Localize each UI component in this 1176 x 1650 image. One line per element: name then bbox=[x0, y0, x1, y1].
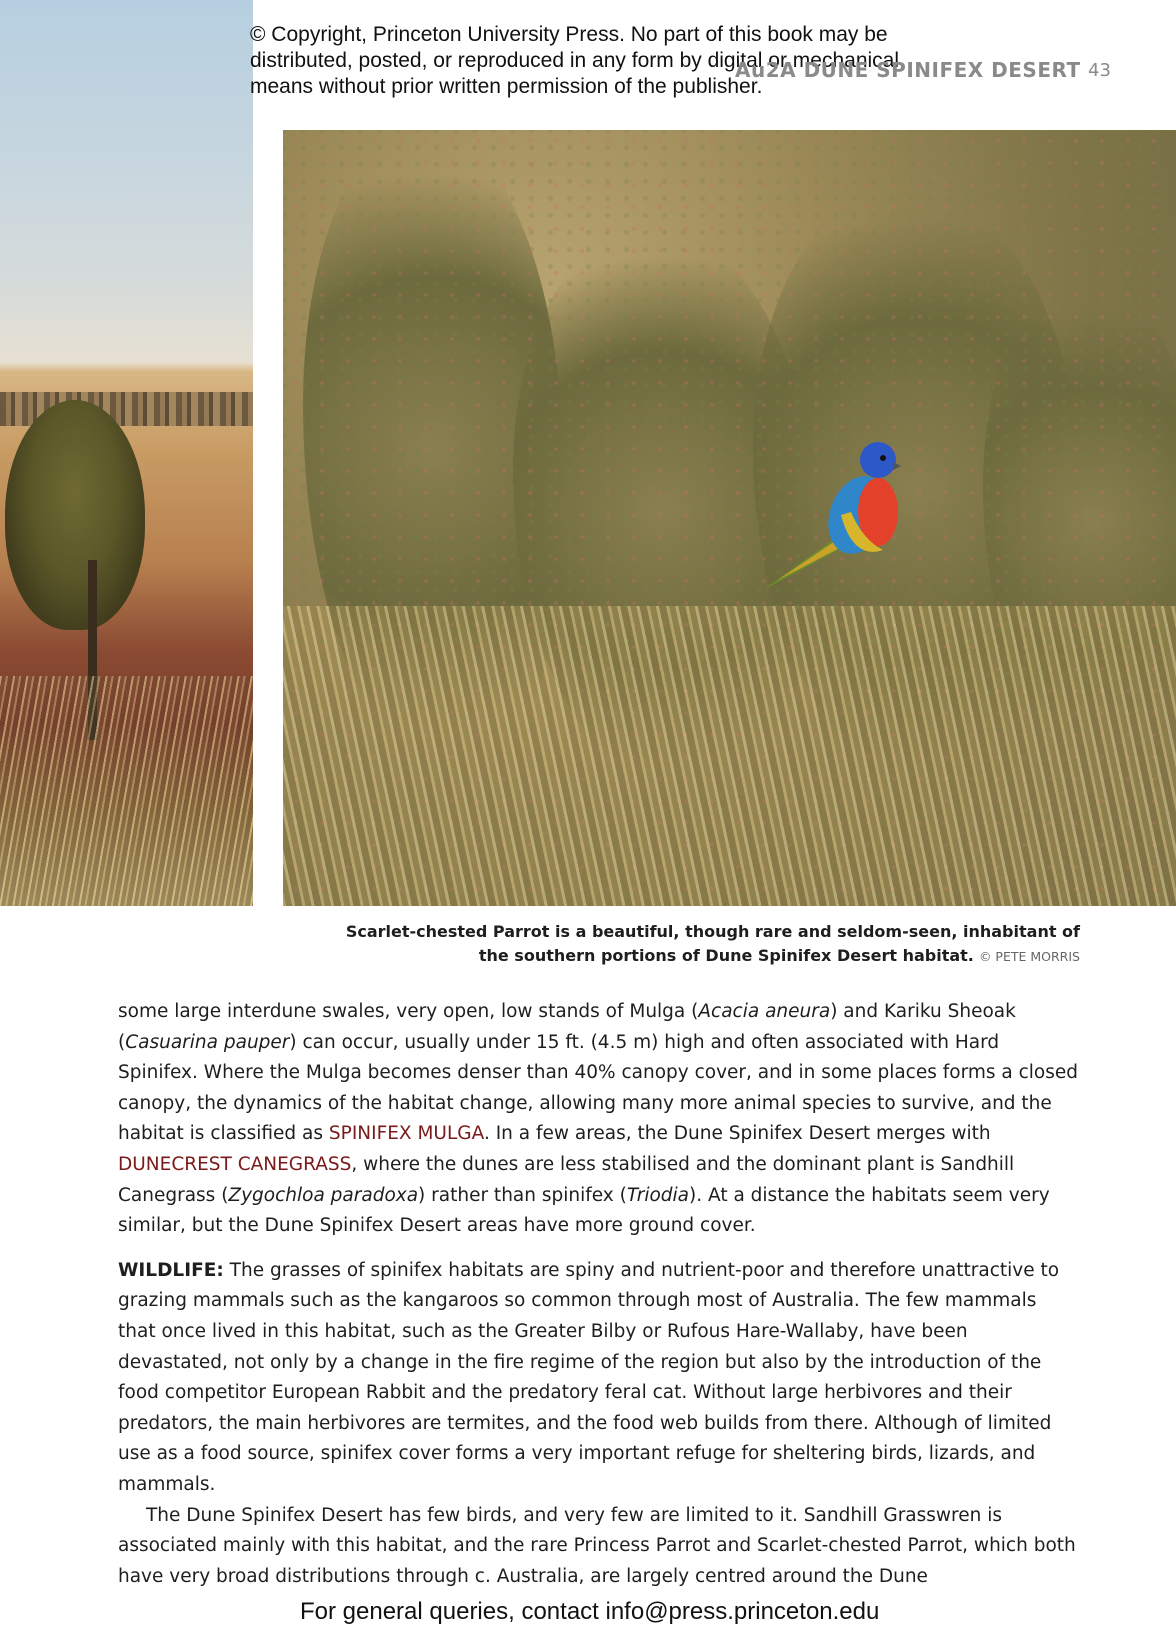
desert-landscape-photo bbox=[0, 0, 253, 906]
text-run: ) can occur, usually under 15 ft. (4.5 m) high and often associated with Hard Spinifex. Where the Mulga becomes denser than 40% canopy cover, and in some places forms a closed canopy, the dynamics of the habitat change, allowing many more animal species to survive, and the habitat is classified as bbox=[118, 1031, 1079, 1145]
scarlet-chested-parrot-photo bbox=[283, 130, 1176, 906]
text-run: some large interdune swales, very open, low stands of Mulga ( bbox=[118, 1001, 699, 1022]
text-run: The grasses of spinifex habitats are spiny and nutrient-poor and therefore unattractive to grazing mammals such as the kangaroos so common through most of Australia. The few mammals that once lived in this habitat, such as the Greater Bilby or Rufous Hare-Wallaby, have been devastated, not only by a change in the fire regime of the region but also by the introduction of the food competitor European Rabbit and the predatory feral cat. Without large herbivores and their predators, the main herbivores are termites, and the food web builds from there. Although of limited use as a food source, spinifex cover forms a very important refuge for sheltering birds, lizards, and mammals. bbox=[118, 1259, 1060, 1495]
paragraph-habitat bbox=[118, 997, 1078, 1242]
parrot-icon bbox=[733, 420, 933, 620]
page-number: 43 bbox=[1088, 60, 1111, 81]
photo-caption bbox=[330, 920, 1080, 969]
photo-foreground-grass bbox=[283, 606, 1176, 906]
section-lead-wildlife: WILDLIFE: bbox=[118, 1259, 224, 1281]
footer-contact: For general queries, contact info@press.princeton.edu bbox=[300, 1598, 880, 1625]
paragraph-birds bbox=[118, 1501, 1078, 1593]
photo-credit: © PETE MORRIS bbox=[978, 949, 1080, 964]
body-text bbox=[118, 997, 1078, 1592]
crossref-spinifex-mulga[interactable]: SPINIFEX MULGA bbox=[328, 1123, 484, 1145]
text-run: ). At a distance the habitats seem very similar, but the Dune Spinifex Desert areas have more ground cover. bbox=[118, 1184, 1050, 1237]
species-name: Acacia aneura bbox=[698, 1001, 831, 1022]
text-run: ) and Kariku Sheoak ( bbox=[118, 1001, 1016, 1053]
text-run: ) rather than spinifex ( bbox=[418, 1184, 627, 1206]
photo-tree-canopy bbox=[5, 400, 145, 630]
text-run: . In a few areas, the Dune Spinifex Desert merges with bbox=[483, 1123, 991, 1145]
text-run: , where the dunes are less stabilised and the dominant plant is Sandhill Canegrass ( bbox=[118, 1153, 1015, 1206]
paragraph-wildlife bbox=[118, 1256, 1078, 1501]
photo-spinifex-grass bbox=[0, 676, 253, 906]
caption-text: Scarlet-chested Parrot is a beautiful, though rare and seldom-seen, inhabitant of the southern portions of Dune Spinifex Desert habitat. bbox=[345, 922, 1080, 965]
text-run: The Dune Spinifex Desert has few birds, and very few are limited to it. Sandhill Grasswren is associated mainly with this habitat, and the rare Princess Parrot and Scarlet-chested Parrot, which both have very broad distributions through c. Australia, are largely centred around the Dune bbox=[118, 1504, 1076, 1587]
running-head: Au2A DUNE SPINIFEX DESERT bbox=[735, 58, 1081, 82]
crossref-dunecrest-canegrass[interactable]: DUNECREST CANEGRASS bbox=[118, 1153, 352, 1175]
species-name: Zygochloa paradoxa bbox=[228, 1184, 419, 1206]
species-name: Casuarina pauper bbox=[125, 1031, 290, 1053]
copyright-notice: © Copyright, Princeton University Press. No part of this book may be distributed, posted, or reproduced in any form by digital or mechanical means without prior written permission of the publisher. bbox=[250, 23, 900, 98]
species-name: Triodia bbox=[626, 1184, 690, 1206]
